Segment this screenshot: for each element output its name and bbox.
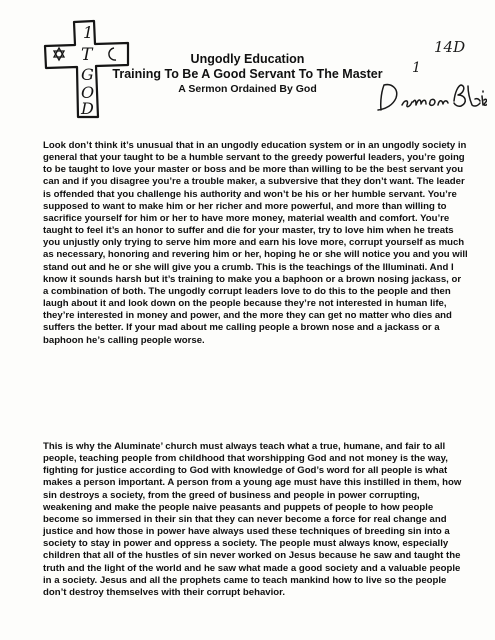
body-paragraph: This is why the Aluminate’ church must always teach what a true, humane, and fair to all people, teaching people from childhood that worshipping God and not money is the way, fighting for justice according to God with knowledge of God’s word for all people is what makes a person important. A person from a young age must have this instilled in them, how sin destroys a society, from the greed of business and people in power corrupting, weakening and make the people naive peasants and puppets of people to how people become so immersed in their sin that they can never become a force for real change and justice and how those in power have always used these techniques of breeding sin into a society to stay in power and oppress a society. The people must always know, especially children that all of the hustles of sin never worked on Jesus because he saw and taught the truth and the light of the world and he saw what made a good society and a valuable people in a society. Jesus and all the prophets came to teach mankind how to live so the people don’t destroy themselves with their corrupt behavior. bbox=[43, 441, 462, 598]
page-code: 14D bbox=[434, 38, 466, 56]
document-byline: A Sermon Ordained By God bbox=[178, 83, 317, 95]
emblem-letter: 1 bbox=[83, 23, 94, 42]
emblem-letter: O bbox=[81, 83, 95, 102]
handwritten-signature bbox=[372, 78, 487, 116]
emblem-letter: D bbox=[81, 99, 94, 118]
body-paragraph: Look don’t think it’s unusual that in an ungodly education system or in an ungodly society in general that your taught to be a humble servant to the greedy powerful leaders, you’re going to be taught to love your master or boss and be more than willing to be the best servant you can and if you disagree you’re a trouble maker, a subversive that they don’t want. The leader is offended that you challenge his authority and won’t be his or her humble servant. You’re supposed to want to make him or her richer and more powerful, and more than willing to sacrifice yourself for him or her to have more money, material wealth and comfort. You’re taught to feel it’s an honor to suffer and die for your master, try to love him when he treats you unjustly only trying to serve him more and earn his love more, corrupt yourself as much as necessary, honoring and revering him or her, hoping he or she will notice you and you will stand out and he or she will give you a crumb. This is the teachings of the Illuminati. And I know it sounds harsh but it’s training to make you a baphoon or a brown nosing jackass, or a combination of both. The ungodly corrupt leaders love to do this to the people and then laugh about it and look down on the people because they’re not interested in human life, they’re interested in money and power, and the more they can get no matter who dies and suffers the better. If your mad about me calling people a brown nose and a jackass or a baphoon he’s calling people worse. bbox=[43, 140, 468, 346]
emblem-letter: T bbox=[81, 45, 93, 65]
document-header bbox=[110, 52, 385, 96]
document-subtitle: Training To Be A Good Servant To The Master bbox=[112, 67, 383, 81]
page-number: 1 bbox=[412, 60, 421, 76]
emblem-letter: G bbox=[81, 65, 94, 84]
star-of-david-icon bbox=[54, 48, 64, 60]
document-title: Ungodly Education bbox=[190, 52, 305, 66]
